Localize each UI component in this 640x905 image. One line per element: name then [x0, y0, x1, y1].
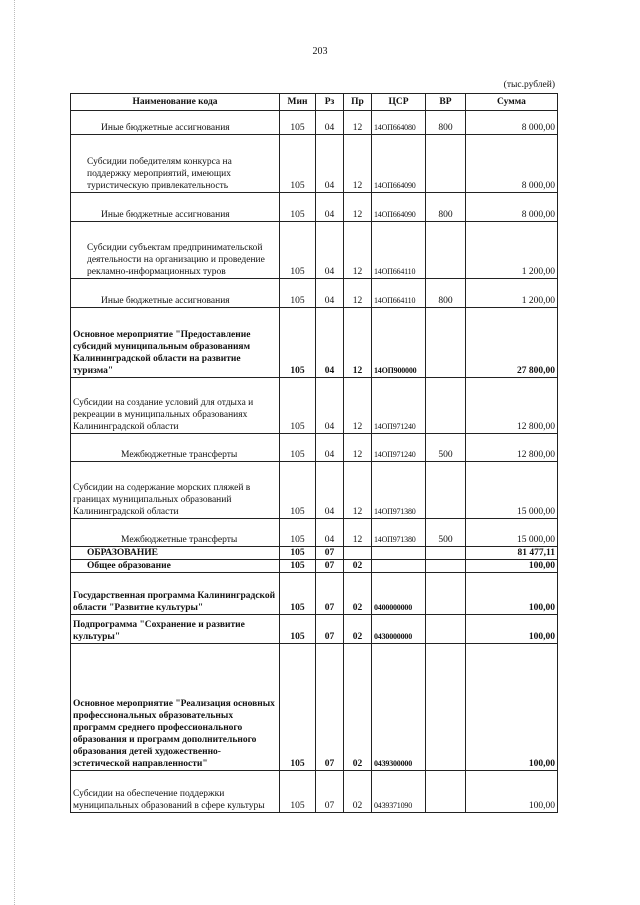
row-name: Подпрограмма "Сохранение и развитие культуры" [71, 615, 280, 644]
row-vr: 800 [426, 193, 466, 222]
row-name: Основное мероприятие "Предоставление субсидий муниципальным образованиям Калининградской области на развитие туризма" [71, 308, 280, 378]
row-rz: 07 [316, 560, 344, 573]
row-min: 105 [280, 560, 316, 573]
row-min: 105 [280, 547, 316, 560]
row-min: 105 [280, 615, 316, 644]
row-csr: 14ОП664110 [372, 279, 426, 308]
row-csr: 0430000000 [372, 615, 426, 644]
row-sum: 8 000,00 [466, 111, 558, 135]
row-min: 105 [280, 644, 316, 771]
table-row [71, 462, 558, 519]
row-name: Субсидии на содержание морских пляжей в границах муниципальных образований Калининградской области [71, 462, 280, 519]
row-sum: 15 000,00 [466, 462, 558, 519]
row-pr: 02 [344, 573, 372, 615]
table-row [71, 279, 558, 308]
row-pr: 12 [344, 308, 372, 378]
row-name: Субсидии на обеспечение поддержки муниципальных образований в сфере культуры [71, 771, 280, 813]
units-label: (тыс.рублей) [503, 80, 555, 90]
row-rz: 07 [316, 644, 344, 771]
row-vr [426, 378, 466, 434]
row-name: Иные бюджетные ассигнования [71, 279, 280, 308]
row-rz: 07 [316, 547, 344, 560]
row-name: Иные бюджетные ассигнования [71, 193, 280, 222]
row-sum: 1 200,00 [466, 222, 558, 279]
header-vr: ВР [426, 94, 466, 111]
row-pr: 12 [344, 434, 372, 462]
row-name: Межбюджетные трансферты [71, 434, 280, 462]
row-name: Основное мероприятие "Реализация основных профессиональных образовательных программ среднего профессионального образования и программ дополнительного образования детей художественно-эстетической направленности" [71, 644, 280, 771]
row-sum: 15 000,00 [466, 519, 558, 547]
row-csr: 0439371090 [372, 771, 426, 813]
row-min: 105 [280, 519, 316, 547]
header-row [71, 94, 558, 111]
row-pr: 12 [344, 193, 372, 222]
row-pr: 12 [344, 378, 372, 434]
row-vr [426, 462, 466, 519]
header-rz: Рз [316, 94, 344, 111]
row-min: 105 [280, 222, 316, 279]
table-row [71, 615, 558, 644]
row-min: 105 [280, 135, 316, 193]
row-rz: 04 [316, 519, 344, 547]
row-pr: 12 [344, 519, 372, 547]
row-vr [426, 222, 466, 279]
row-vr [426, 644, 466, 771]
row-pr: 02 [344, 771, 372, 813]
row-sum: 100,00 [466, 644, 558, 771]
row-sum: 100,00 [466, 560, 558, 573]
row-min: 105 [280, 573, 316, 615]
table-row [71, 135, 558, 193]
row-rz: 04 [316, 308, 344, 378]
row-min: 105 [280, 193, 316, 222]
row-sum: 100,00 [466, 615, 558, 644]
row-rz: 04 [316, 222, 344, 279]
row-min: 105 [280, 308, 316, 378]
row-rz: 07 [316, 615, 344, 644]
table-row [71, 560, 558, 573]
row-csr: 14ОП971380 [372, 519, 426, 547]
row-rz: 04 [316, 135, 344, 193]
row-vr [426, 547, 466, 560]
row-vr: 800 [426, 279, 466, 308]
header-min: Мин [280, 94, 316, 111]
row-min: 105 [280, 111, 316, 135]
row-sum: 27 800,00 [466, 308, 558, 378]
row-name: Субсидии победителям конкурса на поддержку мероприятий, имеющих туристическую привлекательность [71, 135, 280, 193]
row-pr: 02 [344, 560, 372, 573]
row-csr: 14ОП900000 [372, 308, 426, 378]
row-csr: 14ОП664080 [372, 111, 426, 135]
row-pr: 02 [344, 644, 372, 771]
header-sum: Сумма [466, 94, 558, 111]
row-rz: 04 [316, 193, 344, 222]
row-pr: 12 [344, 462, 372, 519]
row-min: 105 [280, 378, 316, 434]
row-vr [426, 308, 466, 378]
row-vr [426, 771, 466, 813]
row-pr: 12 [344, 279, 372, 308]
row-vr: 500 [426, 434, 466, 462]
header-name: Наименование кода [71, 94, 280, 111]
row-rz: 04 [316, 434, 344, 462]
row-name: Межбюджетные трансферты [71, 519, 280, 547]
row-rz: 07 [316, 573, 344, 615]
table-row [71, 111, 558, 135]
table-row [71, 378, 558, 434]
row-csr: 14ОП664090 [372, 135, 426, 193]
row-rz: 04 [316, 279, 344, 308]
row-csr [372, 547, 426, 560]
row-pr: 12 [344, 222, 372, 279]
row-csr: 14ОП664090 [372, 193, 426, 222]
row-vr [426, 573, 466, 615]
budget-table [70, 93, 558, 813]
row-csr: 14ОП971240 [372, 378, 426, 434]
row-rz: 04 [316, 462, 344, 519]
row-sum: 1 200,00 [466, 279, 558, 308]
row-min: 105 [280, 462, 316, 519]
row-sum: 8 000,00 [466, 135, 558, 193]
row-sum: 8 000,00 [466, 193, 558, 222]
row-name: Иные бюджетные ассигнования [71, 111, 280, 135]
row-name: Субсидии субъектам предпринимательской деятельности на организацию и проведение рекламно-информационных туров [71, 222, 280, 279]
table-row [71, 573, 558, 615]
row-csr: 14ОП971380 [372, 462, 426, 519]
row-vr [426, 135, 466, 193]
row-pr [344, 547, 372, 560]
table-row [71, 193, 558, 222]
margin-line [14, 0, 15, 905]
row-vr: 500 [426, 519, 466, 547]
table-row [71, 222, 558, 279]
table-row [71, 308, 558, 378]
row-csr: 0439300000 [372, 644, 426, 771]
table-row [71, 434, 558, 462]
row-vr [426, 615, 466, 644]
row-sum: 12 800,00 [466, 378, 558, 434]
row-sum: 100,00 [466, 771, 558, 813]
row-min: 105 [280, 434, 316, 462]
row-csr: 14ОП664110 [372, 222, 426, 279]
row-pr: 12 [344, 111, 372, 135]
row-min: 105 [280, 771, 316, 813]
row-rz: 07 [316, 771, 344, 813]
page-number: 203 [312, 46, 328, 57]
row-min: 105 [280, 279, 316, 308]
row-name: Общее образование [71, 560, 280, 573]
table-row [71, 547, 558, 560]
row-rz: 04 [316, 378, 344, 434]
row-name: Государственная программа Калининградской области "Развитие культуры" [71, 573, 280, 615]
row-csr [372, 560, 426, 573]
row-rz: 04 [316, 111, 344, 135]
row-name: ОБРАЗОВАНИЕ [71, 547, 280, 560]
table-row [71, 644, 558, 771]
row-vr [426, 560, 466, 573]
row-sum: 81 477,11 [466, 547, 558, 560]
row-vr: 800 [426, 111, 466, 135]
header-pr: Пр [344, 94, 372, 111]
row-pr: 02 [344, 615, 372, 644]
row-csr: 14ОП971240 [372, 434, 426, 462]
table-row [71, 771, 558, 813]
row-name: Субсидии на создание условий для отдыха и рекреации в муниципальных образованиях Калининградской области [71, 378, 280, 434]
table-row [71, 519, 558, 547]
row-sum: 12 800,00 [466, 434, 558, 462]
row-pr: 12 [344, 135, 372, 193]
header-csr: ЦСР [372, 94, 426, 111]
row-sum: 100,00 [466, 573, 558, 615]
row-csr: 0400000000 [372, 573, 426, 615]
